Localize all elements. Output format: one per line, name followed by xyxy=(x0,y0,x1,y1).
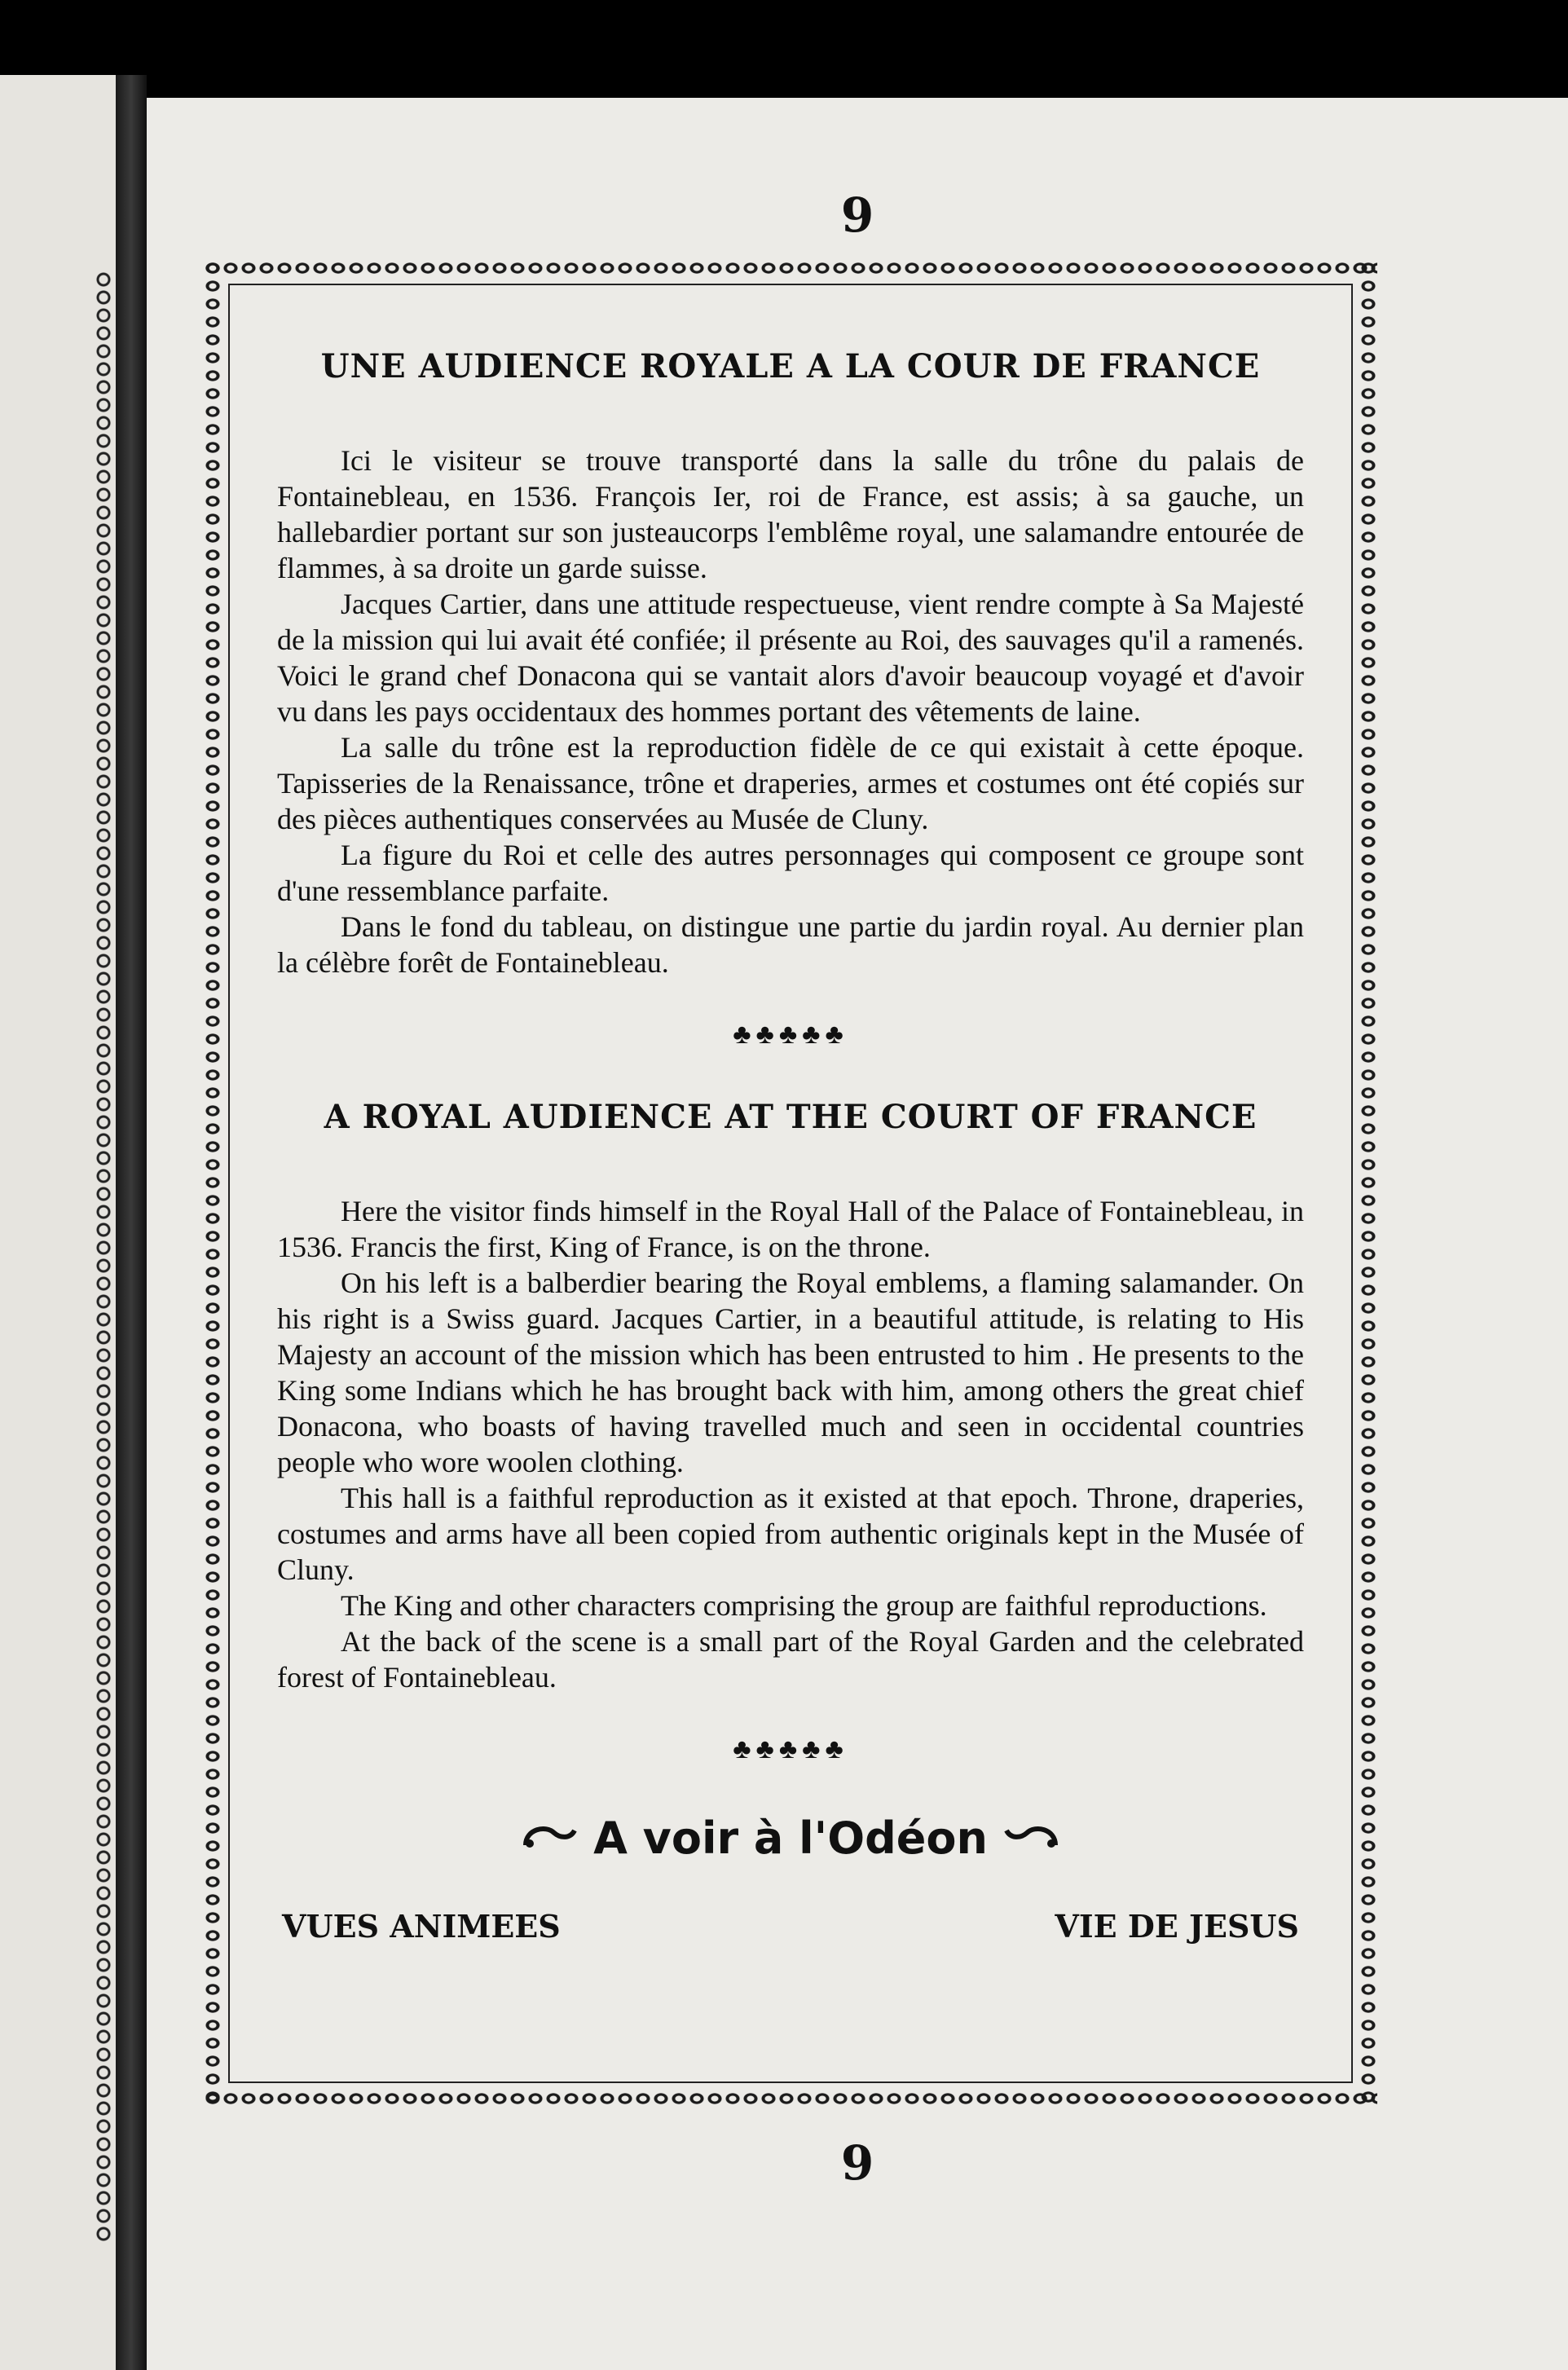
french-title: UNE AUDIENCE ROYALE A LA COUR DE FRANCE xyxy=(320,347,1261,385)
page-number-bottom: 9 xyxy=(840,2135,874,2191)
scroll-ornament-icon xyxy=(1002,1813,1059,1864)
chain-border-left xyxy=(204,259,222,2108)
french-paragraph: La salle du trône est la reproduction fidèle de ce qui existait à cette époque. Tapisseries de la Renaissance, trône et draperies, armes et costumes ont été copiés sur des pièces authentiques conservées au Musée de Cluny. xyxy=(277,731,1304,835)
english-paragraph: The King and other characters comprising the group are faithful reproductions. xyxy=(341,1589,1267,1622)
footer-title-text: A voir à l'Odéon xyxy=(593,1813,988,1864)
chain-border-top xyxy=(204,259,1377,277)
previous-page-edge xyxy=(0,75,116,2370)
english-paragraph: Here the visitor finds himself in the Royal Hall of the Palace of Fontainebleau, in 1536. Francis the first, King of France, is on the throne. xyxy=(277,1195,1304,1263)
french-paragraph: La figure du Roi et celle des autres personnages qui composent ce groupe sont d'une ressemblance parfaite. xyxy=(277,839,1304,907)
ornament-divider: ♣♣♣♣♣ xyxy=(733,1020,848,1050)
footer-items xyxy=(277,1908,1304,1945)
footer-title xyxy=(277,1813,1304,1864)
page xyxy=(147,98,1568,2370)
footer-right-item: VIE DE JESUS xyxy=(1055,1908,1299,1945)
english-paragraph: This hall is a faithful reproduction as it existed at that epoch. Throne, draperies, costumes and arms have all been copied from authentic originals kept in the Musée of Cluny. xyxy=(277,1482,1304,1586)
chain-border-bottom xyxy=(204,2090,1377,2108)
scroll-ornament-icon xyxy=(522,1813,579,1864)
page-number-top: 9 xyxy=(840,187,874,243)
program-content xyxy=(277,308,1304,1945)
french-paragraph: Jacques Cartier, dans une attitude respectueuse, vient rendre compte à Sa Majesté de la mission qui lui avait été confiée; il présente au Roi, des sauvages qu'il a ramenés. Voici le grand chef Donacona qui se vantait alors d'avoir beaucoup voyagé et d'avoir vu dans les pays occidentaux des hommes portant des vêtements de laine. xyxy=(277,588,1304,728)
french-text xyxy=(277,443,1304,980)
chain-frame xyxy=(204,259,1377,2108)
chain-border-fragment xyxy=(91,271,116,2243)
english-paragraph: On his left is a balberdier bearing the Royal emblems, a flaming salamander. On his right is a Swiss guard. Jacques Cartier, in a beautiful attitude, is relating to His Majesty an account of the mission which has been entrusted to him . He presents to the King some Indians which he has brought back with him, among others the great chief Donacona, who boasts of having travelled much and seen in occidental countries people who wore woolen clothing. xyxy=(277,1266,1304,1478)
french-paragraph: Dans le fond du tableau, on distingue une partie du jardin royal. Au dernier plan la célèbre forêt de Fontainebleau. xyxy=(277,910,1304,979)
english-paragraph: At the back of the scene is a small part of the Royal Garden and the celebrated forest of Fontainebleau. xyxy=(277,1625,1304,1694)
french-paragraph: Ici le visiteur se trouve transporté dans la salle du trône du palais de Fontainebleau, en 1536. François Ier, roi de France, est assis; à sa gauche, un hallebardier portant sur son justeaucorps l'emblême royal, une salamandre entourée de flammes, à sa droite un garde suisse. xyxy=(277,444,1304,584)
footer-left-item: VUES ANIMEES xyxy=(282,1908,561,1945)
english-text xyxy=(277,1193,1304,1695)
chain-border-right xyxy=(1359,259,1377,2108)
english-title: A ROYAL AUDIENCE AT THE COURT OF FRANCE xyxy=(324,1098,1257,1136)
ornament-divider: ♣♣♣♣♣ xyxy=(733,1734,848,1764)
book-gutter xyxy=(116,75,147,2370)
